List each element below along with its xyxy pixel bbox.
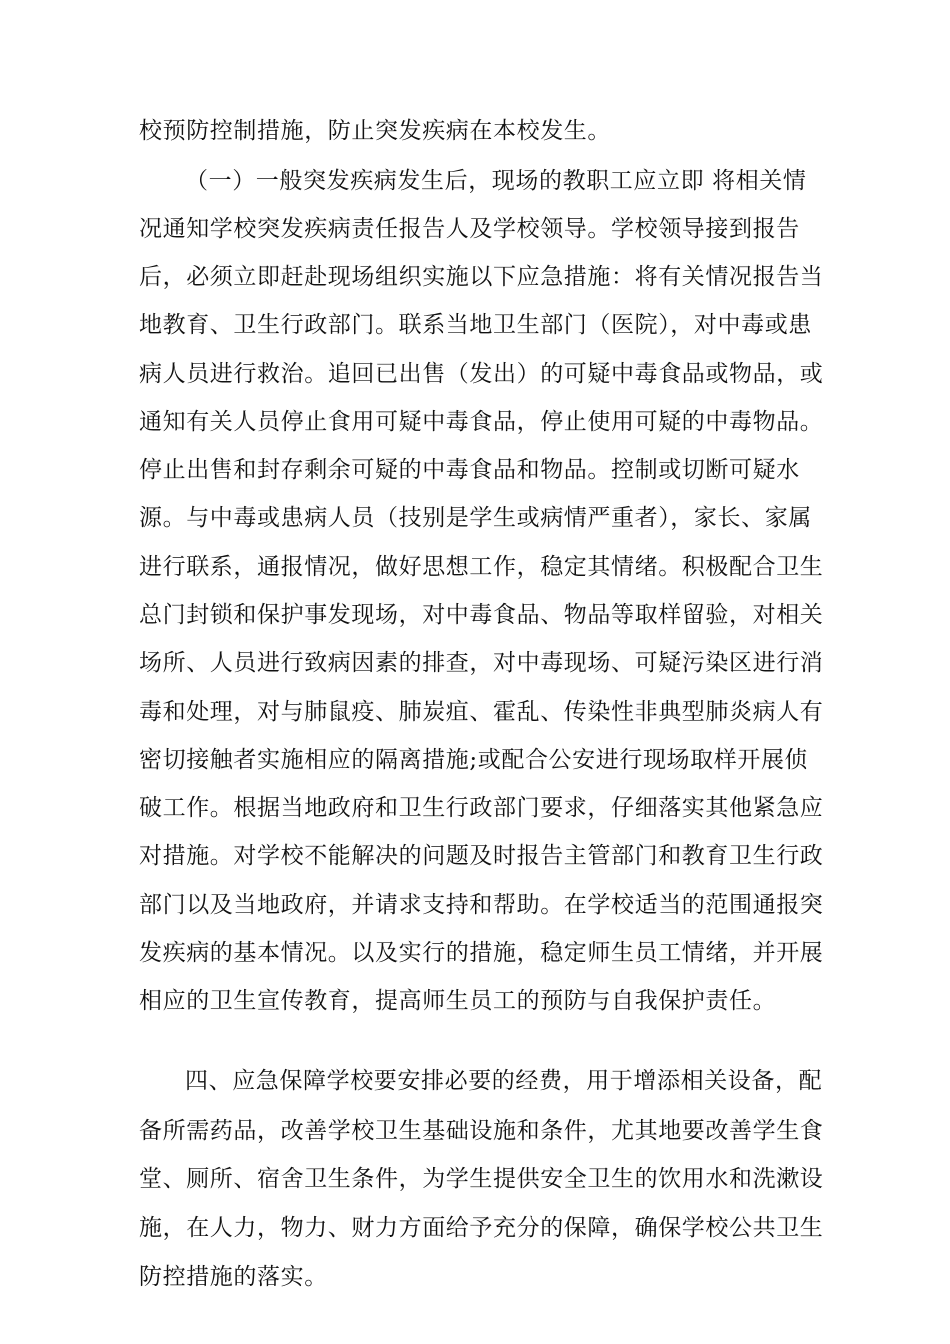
text-line: 进行联系，通报情况，做好思想工作，稳定其情绪。积极配合卫生: [139, 554, 824, 580]
text-line: 总门封锁和保护事发现场，对中毒食品、物品等取样留验，对相关: [139, 602, 824, 628]
text-line: 破工作。根据当地政府和卫生行政部门要求，仔细落实其他紧急应: [139, 795, 824, 821]
text-line: 地教育、卫生行政部门。联系当地卫生部门（医院），对中毒或患: [139, 312, 812, 338]
text-line: 后，必须立即赶赴现场组织实施以下应急措施：将有关情况报告当: [139, 264, 824, 290]
text-line: 防控措施的落实。: [139, 1264, 328, 1290]
text-line: 对措施。对学校不能解决的问题及时报告主管部门和教育卫生行政: [139, 843, 824, 869]
text-line: 毒和处理，对与肺鼠疫、肺炭疽、霍乱、传染性非典型肺炎病人有: [139, 699, 824, 725]
text-line: 通知有关人员停止食用可疑中毒食品，停止使用可疑的中毒物品。: [139, 409, 824, 435]
text-line: 场所、人员进行致病因素的排查，对中毒现场、可疑污染区进行消: [139, 650, 824, 676]
text-line: 停止出售和封存剩余可疑的中毒食品和物品。控制或切断可疑水: [139, 457, 800, 483]
text-line: 病人员进行救治。追回已出售（发出）的可疑中毒食品或物品，或: [139, 361, 824, 387]
text-line: 况通知学校突发疾病责任报告人及学校领导。学校领导接到报告: [139, 216, 800, 242]
text-line: 密切接触者实施相应的隔离措施;或配合公安进行现场取样开展侦: [139, 747, 809, 773]
text-line: 施，在人力，物力、财力方面给予充分的保障，确保学校公共卫生: [139, 1215, 824, 1241]
text-line: 部门以及当地政府，并请求支持和帮助。在学校适当的范围通报突: [139, 892, 824, 918]
text-line: 源。与中毒或患病人员（技别是学生或病情严重者），家长、家属: [139, 505, 812, 531]
text-line: 四、应急保障学校要安排必要的经费，用于增添相关设备，配: [185, 1068, 823, 1094]
text-line: 相应的卫生宣传教育，提高师生员工的预防与自我保护责任。: [139, 988, 777, 1014]
text-line: 堂、厕所、宿舍卫生条件，为学生提供安全卫生的饮用水和洗漱设: [139, 1166, 824, 1192]
text-line: 备所需药品，改善学校卫生基础设施和条件，尤其地要改善学生食: [139, 1118, 824, 1144]
text-line: 校预防控制措施，防止突发疾病在本校发生。: [139, 118, 611, 144]
text-line: 发疾病的基本情况。以及实行的措施，稳定师生员工情绪，并开展: [139, 940, 824, 966]
text-line: （一）一般突发疾病发生后，现场的教职工应立即 将相关情: [185, 168, 807, 194]
